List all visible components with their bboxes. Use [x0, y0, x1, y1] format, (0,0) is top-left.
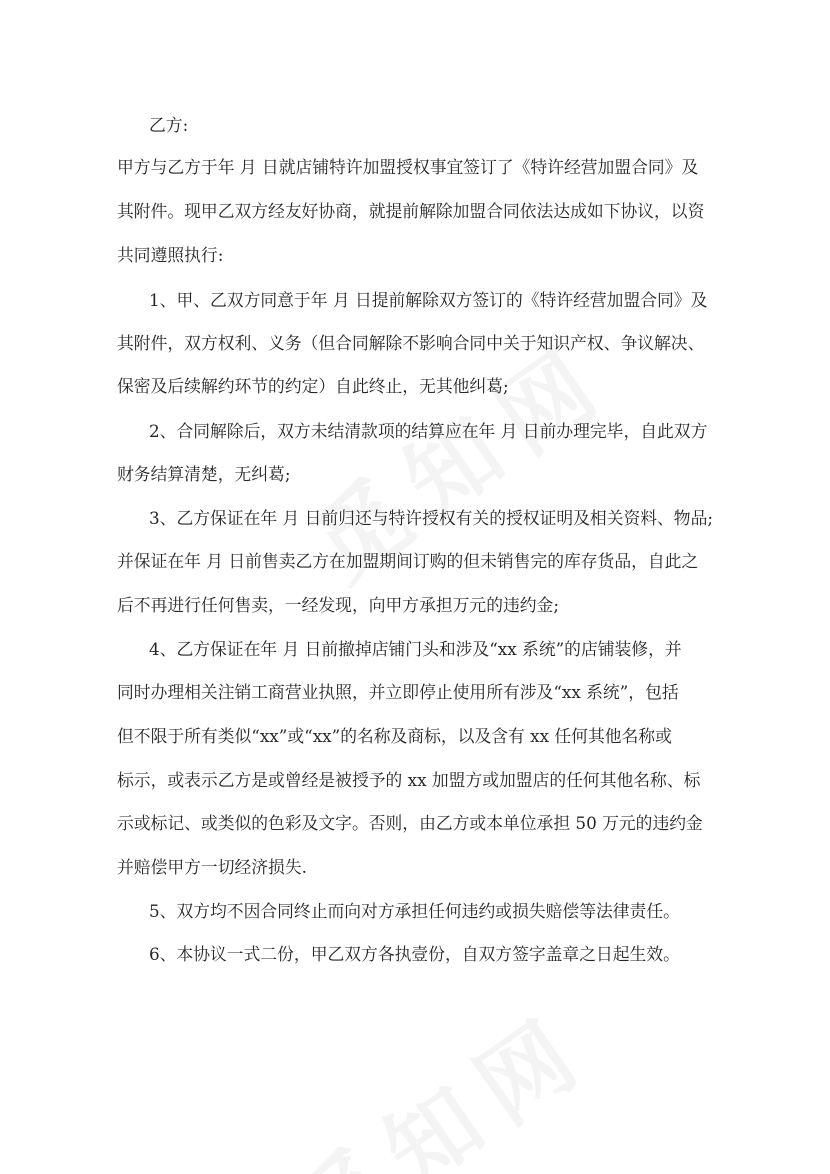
intro-paragraph-line: 其附件。现甲乙双方经友好协商，就提前解除加盟合同依法达成如下协议，以资	[117, 201, 705, 221]
clause-4-line: 并赔偿甲方一切经济损失.	[117, 857, 307, 877]
clause-1-line: 保密及后续解约环节的约定）自此终止，无其他纠葛;	[117, 376, 509, 396]
watermark-logo	[263, 976, 614, 1174]
clause-5-line: 5、双方均不因合同终止而向对方承担任何违约或损失赔偿等法律责任。	[149, 901, 680, 921]
clause-4-line: 示或标记、或类似的色彩及文字。否则，由乙方或本单位承担 50 万元的违约金	[117, 813, 703, 833]
clause-2-line: 财务结算清楚，无纠葛;	[117, 464, 291, 484]
clause-3-line: 后不再进行任何售卖，一经发现，向甲方承担万元的违约金;	[117, 595, 559, 615]
intro-paragraph-line: 共同遵照执行:	[117, 245, 224, 265]
party-b-label: 乙方:	[149, 115, 189, 135]
clause-1-line: 1、甲、乙双方同意于年 月 日提前解除双方签订的《特许经营加盟合同》及	[149, 290, 708, 310]
clause-3-line: 3、乙方保证在年 月 日前归还与特许授权有关的授权证明及相关资料、物品;	[149, 508, 714, 528]
clause-6-line: 6、本协议一式二份，甲乙双方各执壹份，自双方签字盖章之日起生效。	[149, 944, 680, 964]
clause-1-line: 其附件，双方权利、义务（但合同解除不影响合同中关于知识产权、争议解决、	[117, 333, 705, 353]
clause-4-line: 4、乙方保证在年 月 日前撤掉店铺门头和涉及“xx 系统”的店铺装修，并	[149, 639, 682, 659]
clause-4-line: 标示，或表示乙方是或曾经是被授予的 xx 加盟方或加盟店的任何其他名称、标	[117, 770, 701, 790]
clause-2-line: 2、合同解除后，双方未结清款项的结算应在年 月 日前办理完毕，自此双方	[149, 421, 708, 441]
clause-3-line: 并保证在年 月 日前售卖乙方在加盟期间订购的但未销售完的库存货品，自此之	[117, 551, 699, 571]
intro-paragraph-line: 甲方与乙方于年 月 日就店铺特许加盟授权事宜签订了《特许经营加盟合同》及	[117, 157, 699, 177]
clause-4-line: 同时办理相关注销工商营业执照，并立即停止使用所有涉及“xx 系统”，包括	[117, 682, 679, 702]
clause-4-line: 但不限于所有类似“xx”或“xx”的名称及商标，以及含有 xx 任何其他名称或	[117, 726, 672, 746]
